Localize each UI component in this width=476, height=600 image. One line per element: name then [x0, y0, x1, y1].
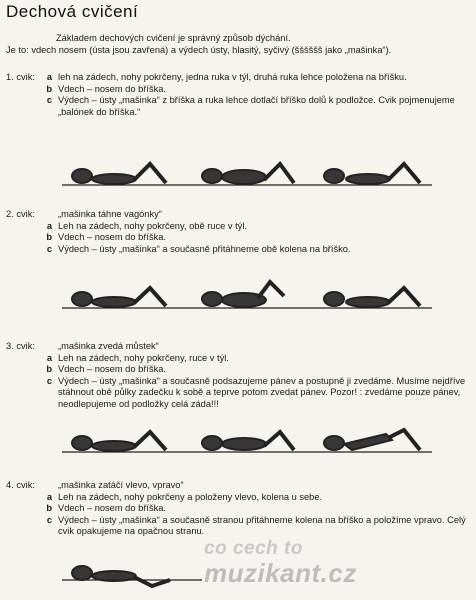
exercise-3-label: 3. cvik: — [6, 341, 35, 351]
exercise-2-label: 2. cvik: — [6, 209, 35, 219]
exercise-2-illustration — [62, 276, 432, 312]
exercise-2-name: „mašinka táhne vagónky“ — [58, 209, 162, 219]
exercise-3 — [6, 341, 472, 410]
step-letter: a — [46, 491, 52, 502]
exercise-figures — [62, 558, 202, 594]
step-text: Výdech – ústy „mašinka“ a současně podsazujeme pánev a postupně ji zvedáme. Musíme nejdříve stáhnout obě půlky zadečku k sobě a teprve potom zvedat pánev. Pozor! : zvedáme pouze pánev, neodlepujeme od podložky celá záda!!! — [58, 375, 466, 409]
exercise-3-name: „mašinka zvedá můstek“ — [58, 341, 159, 351]
exercise-figures — [62, 276, 432, 312]
exercise-1-steps — [6, 72, 472, 118]
step-letter: a — [46, 72, 52, 82]
watermark — [204, 538, 474, 598]
step-letter: a — [46, 352, 52, 363]
step-letter: b — [46, 83, 52, 94]
exercise-1-step-c — [6, 95, 472, 118]
step-text: Vdech – nosem do bříška. — [58, 232, 167, 242]
exercise-2-step-a — [6, 221, 472, 233]
exercise-figures — [62, 152, 432, 188]
exercise-2 — [6, 209, 472, 255]
step-text: Leh na zádech, nohy pokrčeny a položeny vlevo, kolena u sebe. — [58, 491, 323, 502]
step-text: leh na zádech, nohy pokrčeny, jedna ruka v týl, druhá ruka lehce položena na bříšku. — [58, 72, 407, 82]
watermark-line-2: muzikant.cz — [204, 558, 357, 588]
exercise-4-illustration — [62, 558, 202, 594]
exercise-4-step-a — [6, 492, 472, 504]
step-text: Leh na zádech, nohy pokrčeny, ruce v týl. — [58, 352, 229, 363]
exercise-figures — [62, 420, 432, 456]
intro — [6, 32, 472, 56]
step-text: Vdech – nosem do bříška. — [58, 503, 167, 513]
step-letter: b — [46, 364, 52, 374]
exercise-4-step-b — [6, 503, 472, 515]
step-text: Vdech – nosem do bříška. — [58, 364, 167, 374]
exercise-4-label: 4. cvik: — [6, 480, 35, 490]
intro-line-1: Základem dechových cvičení je správný způsob dýchání. — [56, 33, 291, 43]
step-text: Výdech – ústy „mašinka“ a současně stranou přitáhneme kolena na bříško a položíme vpravo. Celý cvik opakujeme na opačnou stranu. — [58, 514, 466, 536]
exercise-3-step-b — [6, 364, 472, 376]
exercise-1-step-a — [6, 72, 472, 84]
step-text: Výdech – ústy „mašinka“ a současně přitáhneme obě kolena na bříško. — [58, 243, 351, 254]
intro-line-2: Je to: vdech nosem (ústa jsou zavřená) a výdech ústy, hlasitý, syčivý (šššššš jako „mašinka“). — [6, 45, 392, 55]
step-text: Vdech – nosem do bříška. — [58, 83, 167, 94]
exercise-4-name: „mašinka zatáčí vlevo, vpravo“ — [58, 480, 184, 490]
exercise-4 — [6, 480, 472, 538]
exercise-2-step-b — [6, 232, 472, 244]
step-letter: c — [46, 243, 52, 254]
exercise-2-step-c — [6, 244, 472, 256]
step-letter: b — [46, 232, 52, 242]
exercise-4-step-c — [6, 515, 472, 538]
page-title: Dechová cvičení — [6, 2, 139, 21]
exercise-3-step-a — [6, 353, 472, 365]
exercise-3-step-c — [6, 376, 472, 411]
watermark-line-1: co cech to — [204, 538, 303, 559]
step-text: Výdech – ústy „mašinka“ z bříška a ruka lehce dotlačí bříško dolů k podložce. Cvik pojmenujeme „balónek do bříška.“ — [58, 95, 455, 117]
exercise-1-step-b — [6, 84, 472, 96]
step-text: Leh na zádech, nohy pokrčeny, obě ruce v týl. — [58, 220, 247, 231]
step-letter: c — [46, 375, 52, 386]
step-letter: b — [46, 503, 52, 513]
exercise-1-illustration — [62, 152, 432, 188]
step-letter: a — [46, 220, 52, 231]
step-letter: c — [46, 95, 52, 105]
exercise-1-label: 1. cvik: — [6, 72, 35, 82]
exercise-3-illustration — [62, 420, 432, 456]
step-letter: c — [46, 514, 52, 525]
